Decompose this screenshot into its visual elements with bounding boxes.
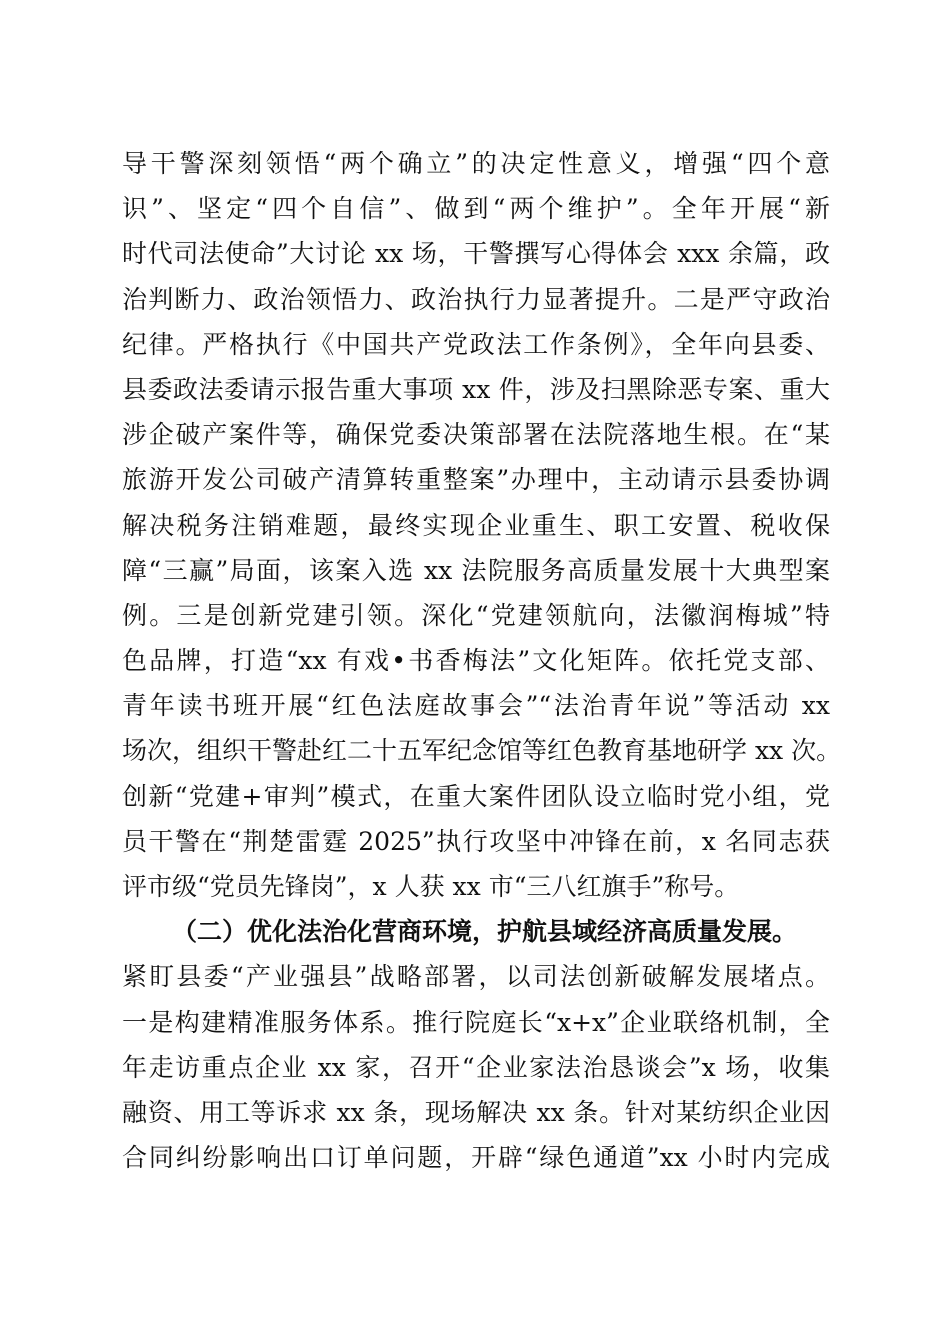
text-line: 识”、坚定“四个自信”、做到“两个维护”。全年开展“新 [122, 194, 830, 224]
text-line: 青年读书班开展“红色法庭故事会”“法治青年说”等活动 xx [122, 691, 830, 721]
text-line: 治判断力、政治领悟力、政治执行力显著提升。二是严守政治 [122, 284, 830, 314]
text-line: 创新“党建+审判”模式，在重大案件团队设立临时党小组，党 [122, 781, 830, 811]
body-text [122, 141, 842, 1180]
text-line: 一是构建精准服务体系。推行院庭长“x+x”企业联络机制，全 [122, 1007, 830, 1037]
text-line: 员干警在“荆楚雷霆 2025”执行攻坚中冲锋在前，x 名同志获 [122, 826, 830, 856]
text-line: 融资、用工等诉求 xx 条，现场解决 xx 条。针对某纺织企业因 [122, 1097, 830, 1127]
text-line: 场次，组织干警赴红二十五军纪念馆等红色教育基地研学 xx 次。 [122, 736, 842, 766]
text-line: 县委政法委请示报告重大事项 xx 件，涉及扫黑除恶专案、重大 [122, 374, 830, 404]
text-line: 合同纠纷影响出口订单问题，开辟“绿色通道”xx 小时内完成 [122, 1143, 830, 1173]
text-line: 导干警深刻领悟“两个确立”的决定性意义，增强“四个意 [122, 149, 830, 178]
text-line: 障“三赢”局面，该案入选 xx 法院服务高质量发展十大典型案 [122, 555, 830, 585]
text-line: 例。三是创新党建引领。深化“党建领航向，法徽润梅城”特 [122, 600, 830, 630]
text-line: 紧盯县委“产业强县”战略部署，以司法创新破解发展堵点。 [122, 962, 830, 992]
text-line: 评市级“党员先锋岗”，x 人获 xx 市“三八红旗手”称号。 [122, 872, 740, 901]
text-line: 年走访重点企业 xx 家，召开“企业家法治恳谈会”x 场，收集 [122, 1052, 830, 1082]
text-line: 纪律。严格执行《中国共产党政法工作条例》，全年向县委、 [122, 329, 830, 359]
text-line: 旅游开发公司破产清算转重整案”办理中，主动请示县委协调 [122, 465, 830, 495]
text-line: 解决税务注销难题，最终实现企业重生、职工安置、税收保 [122, 510, 830, 540]
text-line: 时代司法使命”大讨论 xx 场，干警撰写心得体会 xxx 余篇，政 [122, 239, 830, 269]
text-line: 色品牌，打造“xx 有戏•书香梅法”文化矩阵。依托党支部、 [122, 646, 830, 676]
section-heading: （二）优化法治化营商环境，护航县域经济高质量发展。 [172, 917, 798, 947]
text-line: 涉企破产案件等，确保党委决策部署在法院落地生根。在“某 [122, 420, 830, 450]
